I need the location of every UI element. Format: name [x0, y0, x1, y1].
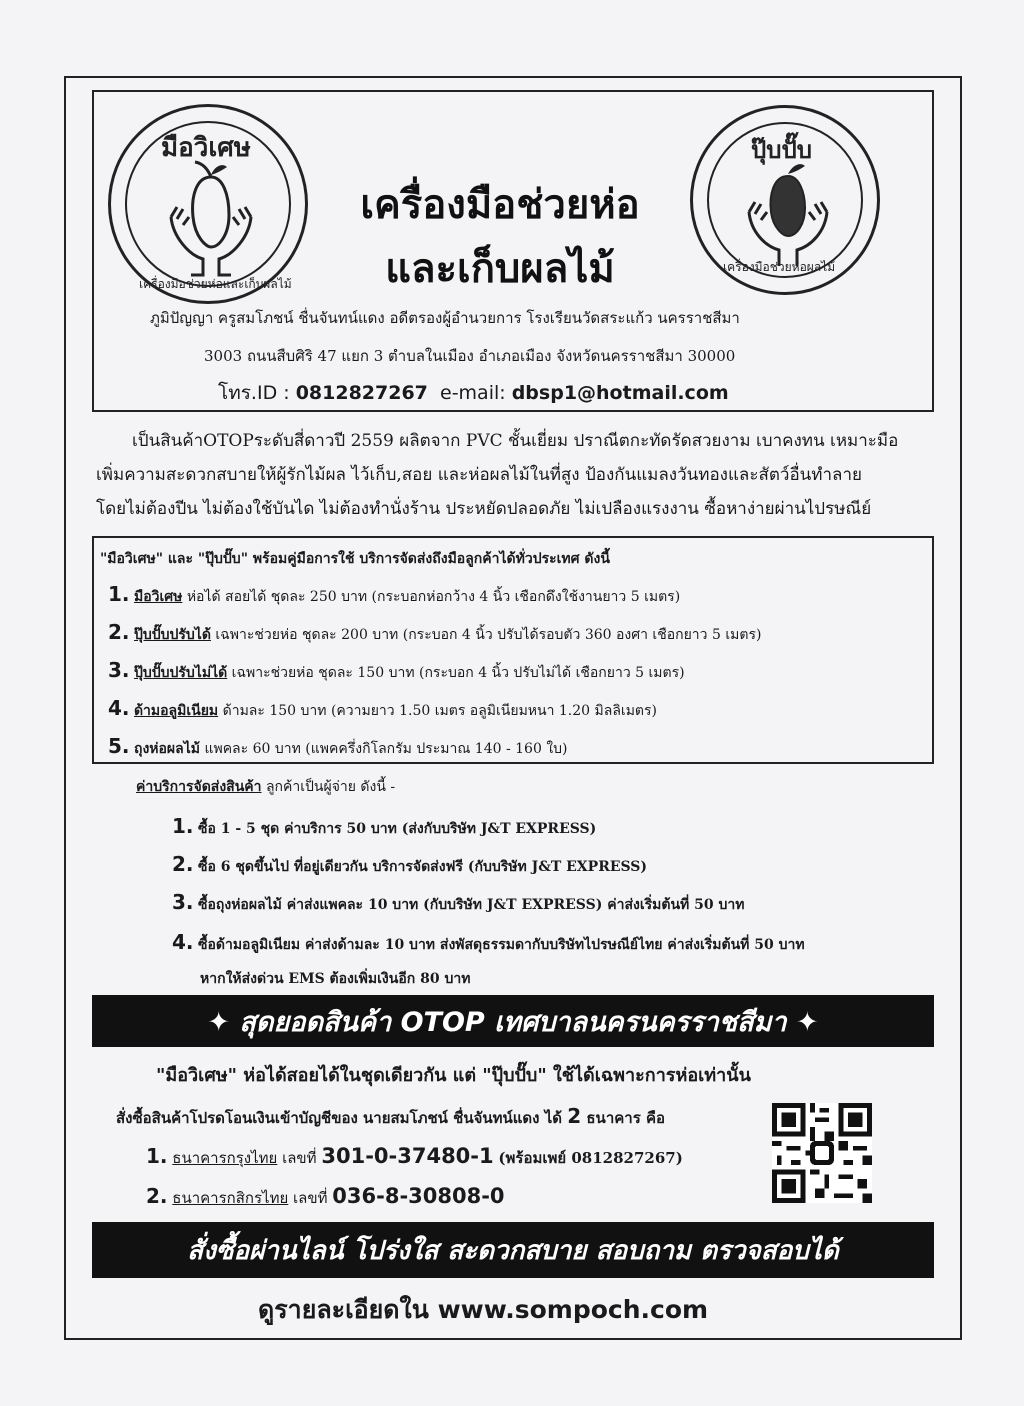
shipping-item: 1. ซื้อ 1 - 5 ชุด ค่าบริการ 50 บาท (ส่งกับบริษัท J&T EXPRESS) — [172, 814, 597, 838]
shipping-header — [136, 776, 395, 798]
author-line: ภูมิปัญญา ครูสมโภชน์ ชื่นจันทน์แดง อดีตรองผู้อำนวยการ โรงเรียนวัดสระแก้ว นครราชสีมา — [150, 309, 740, 327]
bank-name: ธนาคารกรุงไทย — [172, 1149, 278, 1167]
bank-name: ธนาคารกสิกรไทย — [172, 1189, 289, 1207]
otop-banner: ✦ สุดยอดสินค้า OTOP เทศบาลนครนครราชสีมา ✦ — [92, 995, 934, 1047]
bank-account: 301-0-37480-1 — [321, 1144, 494, 1168]
product-item: 4. ด้ามอลูมิเนียม ด้ามละ 150 บาท (ความยาว 1.50 เมตร อลูมิเนียมหนา 1.20 มิลลิเมตร) — [108, 696, 657, 720]
line-order-banner: สั่งซื้อผ่านไลน์ โปร่งใส สะดวกสบาย สอบถาม ตรวจสอบได้ — [92, 1222, 934, 1278]
intro-paragraph — [96, 424, 916, 526]
bank-account: 036-8-30808-0 — [332, 1184, 505, 1208]
email-address: dbsp1@hotmail.com — [511, 382, 729, 404]
product-name: ปุ๊บปั๊บปรับได้ — [133, 627, 211, 643]
website-link[interactable]: www.sompoch.com — [437, 1295, 709, 1324]
product-item: 5. ถุงห่อผลไม้ แพคละ 60 บาท (แพคครึ่งกิโลกรัม ประมาณ 140 - 160 ใบ) — [108, 734, 568, 758]
product-item: 3. ปุ๊บปั๊บปรับไม่ได้ เฉพาะช่วยห่อ ชุดละ 150 บาท (กระบอก 4 นิ้ว ปรับไม่ได้ เชือกยาว 5 เมตร) — [108, 658, 685, 682]
logo-left-name: มือวิเศษ — [161, 133, 251, 163]
intro-line: เป็นสินค้าOTOPระดับสี่ดาวปี 2559 ผลิตจาก PVC ชั้นเยี่ยม ปราณีตกะทัดรัดสวยงาม เบาคงทน เหมาะมือ — [132, 431, 899, 451]
bank-row: 1. ธนาคารกรุงไทย เลขที่ 301-0-37480-1 (พร้อมเพย์ 0812827267) — [146, 1144, 683, 1168]
shipping-item: 3. ซื้อถุงห่อผลไม้ ค่าส่งแพคละ 10 บาท (กับบริษัท J&T EXPRESS) ค่าส่งเริ่มต้นที่ 50 บาท — [172, 890, 745, 914]
title-line-2: และเก็บผลไม้ — [385, 246, 615, 292]
product-desc: ห่อได้ สอยได้ ชุดละ 250 บาท (กระบอกห่อกว้าง 4 นิ้ว เชือกดึงใช้งานยาว 5 เมตร) — [186, 589, 681, 605]
product-name: ด้ามอลูมิเนียม — [133, 703, 219, 719]
shipping-item: 4. ซื้อด้ามอลูมิเนียม ค่าส่งด้ามละ 10 บาท ส่งพัสดุธรรมดากับบริษัทไปรษณีย์ไทย ค่าส่งเริ่มต้นที่ 50 บาท — [172, 930, 805, 954]
bank-count: 2 — [567, 1104, 582, 1128]
intro-line: โดยไม่ต้องปีน ไม่ต้องใช้บันได ไม่ต้องทำนั่งร้าน ประหยัดปลอดภัย ไม่เปลืองแรงงาน ซื้อหาง่ายผ่านไปรษณีย์ — [96, 499, 872, 519]
shipping-item: 2. ซื้อ 6 ชุดขึ้นไป ที่อยู่เดียวกัน บริการจัดส่งฟรี (กับบริษัท J&T EXPRESS) — [172, 852, 648, 876]
email-label: e-mail: — [440, 382, 506, 404]
shipping-title: ค่าบริการจัดส่งสินค้า — [136, 779, 262, 795]
product-item: 2. ปุ๊บปั๊บปรับได้ เฉพาะช่วยห่อ ชุดละ 200 บาท (กระบอก 4 นิ้ว ปรับได้รอบตัว 360 องศา เชือกยาว 5 เมตร) — [108, 620, 762, 644]
product-desc: ด้ามละ 150 บาท (ความยาว 1.50 เมตร อลูมิเนียมหนา 1.20 มิลลิเมตร) — [222, 703, 657, 719]
bank-intro: สั่งซื้อสินค้าโปรดโอนเงินเข้าบัญชีของ นายสมโภชน์ ชื่นจันทน์แดง ได้ 2 ธนาคาร คือ — [116, 1104, 666, 1128]
logo-pup-pap — [690, 105, 880, 295]
product-name: มือวิเศษ — [133, 589, 183, 605]
usage-note: "มือวิเศษ" ห่อได้สอยได้ในชุดเดียวกัน แต่ "ปุ๊บปั๊บ" ใช้ได้เฉพาะการห่อเท่านั้น — [156, 1065, 751, 1086]
product-item: 1. มือวิเศษ ห่อได้ สอยได้ ชุดละ 250 บาท (กระบอกห่อกว้าง 4 นิ้ว เชือกดึงใช้งานยาว 5 เมตร) — [108, 582, 681, 606]
bank-row: 2. ธนาคารกสิกรไทย เลขที่ 036-8-30808-0 — [146, 1184, 505, 1208]
shipping-subtitle: ลูกค้าเป็นผู้จ่าย ดังนี้ - — [265, 779, 396, 795]
footer-prefix: ดูรายละเอียดใน — [258, 1295, 429, 1324]
product-name: ถุงห่อผลไม้ — [133, 741, 200, 757]
bank-note: (พร้อมเพย์ 0812827267) — [498, 1149, 683, 1167]
logo-right-name: ปุ๊บปั๊บ — [751, 136, 812, 164]
address-line: 3003 ถนนสืบศิริ 47 แยก 3 ตำบลในเมือง อำเภอเมือง จังหวัดนครราชสีมา 30000 — [204, 347, 736, 365]
intro-line: เพิ่มความสะดวกสบายให้ผู้รักไม้ผล ไว้เก็บ,สอย และห่อผลไม้ในที่สูง ป้องกันแมลงวันทองและสัตว์อื่นทำลาย — [96, 465, 862, 485]
shipping-extra: หากให้ส่งด่วน EMS ต้องเพิ่มเงินอีก 80 บาท — [200, 971, 471, 987]
product-desc: เฉพาะช่วยห่อ ชุดละ 150 บาท (กระบอก 4 นิ้ว ปรับไม่ได้ เชือกยาว 5 เมตร) — [231, 665, 685, 681]
contact-line — [218, 378, 729, 408]
logo-left-caption: เครื่องมือช่วยห่อและเก็บผลไม้ — [139, 277, 292, 291]
products-box — [92, 536, 934, 764]
footer — [258, 1290, 708, 1330]
logo-mue-wiset — [108, 104, 308, 304]
line-qr-code-icon[interactable] — [772, 1103, 872, 1203]
phone-label: โทร.ID : — [218, 382, 290, 404]
product-desc: เฉพาะช่วยห่อ ชุดละ 200 บาท (กระบอก 4 นิ้ว ปรับได้รอบตัว 360 องศา เชือกยาว 5 เมตร) — [215, 627, 762, 643]
product-name: ปุ๊บปั๊บปรับไม่ได้ — [133, 665, 228, 681]
title-line-1: เครื่องมือช่วยห่อ — [360, 182, 640, 228]
products-header: "มือวิเศษ" และ "ปุ๊บปั๊บ" พร้อมคู่มือการใช้ บริการจัดส่งถึงมือลูกค้าได้ทั่วประเทศ ดังนี้ — [100, 551, 610, 567]
phone-number: 0812827267 — [295, 382, 428, 404]
product-desc: แพคละ 60 บาท (แพคครึ่งกิโลกรัม ประมาณ 140 - 160 ใบ) — [204, 741, 568, 757]
logo-right-caption: เครื่องมือช่วยห่อผลไม้ — [723, 260, 836, 274]
